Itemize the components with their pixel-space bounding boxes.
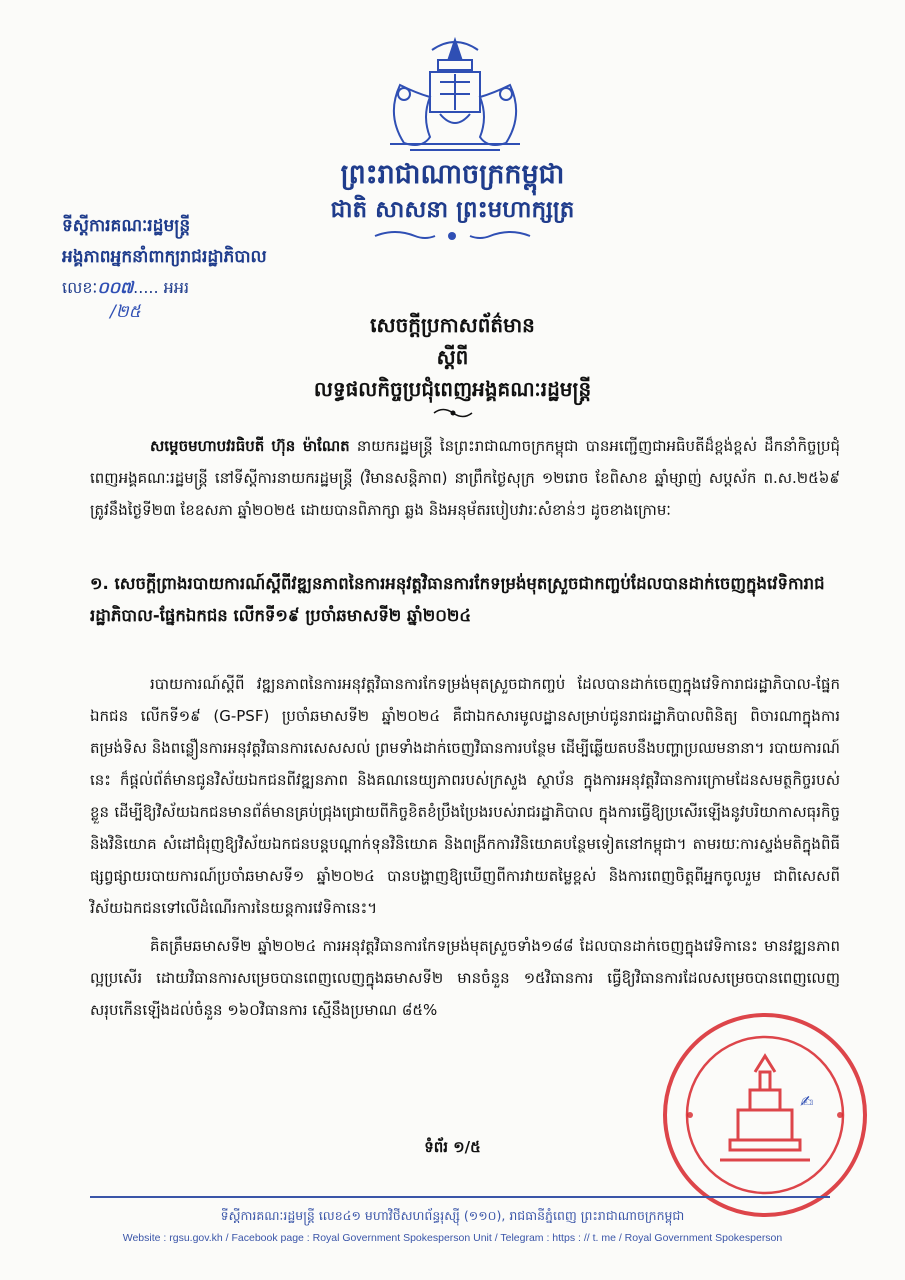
section-1-paragraph-1: របាយការណ៍ស្តីពី វឌ្ឍនភាពនៃការអនុវត្តវិធានការកែទម្រង់មុតស្រួចជាកញ្ចប់ ដែលបានដាក់ចេញក្នុងវេទិការាជរដ្ឋាភិបាល-ផ្នែកឯកជន លើកទី១៩ (G-PSF) ប្រចាំឆមាសទី២ ឆ្នាំ២០២៤ គឺជាឯកសារមូលដ្ឋានសម្រាប់ជូនរាជរដ្ឋាភិបាលពិនិត្យ ពិចារណាក្នុងការតម្រង់ទិស និងពន្លឿនការអនុវត្តវិធានការសេសសល់ ព្រមទាំងដាក់ចេញវិធានការបន្ថែម ដើម្បីឆ្លើយតបនឹងបញ្ហាប្រឈមនានា។ របាយការណ៍នេះ ក៏ផ្តល់ព័ត៌មានជូនវិស័យឯកជនពីវឌ្ឍនភាព និងគណនេយ្យភាពរបស់ក្រសួង ស្ថាប័ន ក្នុងការអនុវត្តវិធានការក្រោមដែនសមត្ថកិច្ចរបស់ខ្លួន ដើម្បីឱ្យវិស័យឯកជនមានព័ត៌មានគ្រប់ជ្រុងជ្រោយពីកិច្ចខិតខំប្រឹងប្រែងរបស់រាជរដ្ឋាភិបាល ក្នុងការធ្វើឱ្យប្រសើរឡើងនូវបរិយាកាសធុរកិច្ចនិងវិនិយោគ សំដៅជំរុញឱ្យវិស័យឯកជនបន្តបណ្តាក់ទុនវិនិយោគ និងពង្រីកការវិនិយោគបន្ថែមទៀតនៅកម្ពុជា។ តាមរយៈការស្ទង់មតិក្នុងពិធីផ្សព្វផ្សាយរបាយការណ៍ប្រចាំឆមាសទី១ ឆ្នាំ២០២៤ បានបង្ហាញឱ្យឃើញពីការវាយតម្លៃខ្ពស់ និងការពេញចិត្តពីអ្នកចូលរួម ជាពិសេសពីវិស័យឯកជនទៅលើដំណើរការនៃយន្តការវេទិកានេះ។ xyxy=(90,675,840,917)
intro-paragraph xyxy=(90,430,840,526)
header-ornament-icon xyxy=(370,228,535,244)
national-motto: ជាតិ សាសនា ព្រះមហាក្សត្រ xyxy=(330,197,575,223)
prime-minister-name: ហ៊ុន ម៉ាណែត xyxy=(271,437,350,455)
unit-name: អង្គភាពអ្នកនាំពាក្យរាជរដ្ឋាភិបាល xyxy=(62,247,267,267)
reference-number-handwritten: ០០៧ xyxy=(97,278,134,297)
reference-code-handwritten: /២៥ xyxy=(110,302,141,322)
official-stamp-icon xyxy=(660,1010,870,1220)
footer-address: ទីស្តីការគណៈរដ្ឋមន្ត្រី លេខ៤១ មហាវិថីសហព័ន្ធរុស្ស៊ី (១១០), រាជធានីភ្នំពេញ ព្រះរាជាណាចក្រកម្ពុជា xyxy=(220,1208,685,1223)
section-1-heading: ១. សេចក្តីព្រាងរបាយការណ៍ស្តីពីវឌ្ឍនភាពនៃការអនុវត្តវិធានការកែទម្រង់មុតស្រួចជាកញ្ចប់ដែលបានដាក់ចេញក្នុងវេទិការាជរដ្ឋាភិបាល-ផ្នែកឯកជន លើកទី១៩ ប្រចាំឆមាសទី២ ឆ្នាំ២០២៤ xyxy=(90,574,825,625)
reference-suffix: ..... អអរ xyxy=(133,278,190,297)
document-subject: លទ្ធផលកិច្ចប្រជុំពេញអង្គគណៈរដ្ឋមន្ត្រី xyxy=(313,377,592,401)
document-title: សេចក្តីប្រកាសព័ត៌មាន xyxy=(370,313,535,337)
title-ornament-icon xyxy=(432,406,474,420)
royal-coat-of-arms-icon xyxy=(370,30,540,160)
section-1-paragraph-2: គិតត្រឹមឆមាសទី២ ឆ្នាំ២០២៤ ការអនុវត្តវិធានការកែទម្រង់មុតស្រួចទាំង១៨៨ ដែលបានដាក់ចេញក្នុងវេទិកានេះ មានវឌ្ឍនភាពល្អប្រសើរ ដោយវិធានការសម្រេចបានពេញលេញក្នុងឆមាសទី២ មានចំនួន ១៥វិធានការ ធ្វើឱ្យវិធានការដែលសម្រេចបានពេញលេញ សរុបកើនឡើងដល់ចំនួន ១៦០វិធានការ ស្មើនឹងប្រមាណ ៨៥% xyxy=(90,937,840,1019)
signature-mark: ✍ xyxy=(800,1092,814,1111)
document-title-about: ស្តីពី xyxy=(436,345,469,369)
intro-text: នាយករដ្ឋមន្ត្រី នៃព្រះរាជាណាចក្រកម្ពុជា បានអញ្ជើញជាអធិបតីដ៏ខ្ពង់ខ្ពស់ ដឹកនាំកិច្ចប្រជុំពេញអង្គគណៈរដ្ឋមន្ត្រី នៅទីស្តីការនាយករដ្ឋមន្ត្រី (វិមានសន្តិភាព) នាព្រឹកថ្ងៃសុក្រ ១២រោច ខែពិសាខ ឆ្នាំម្សាញ់ សប្តស័ក ព.ស.២៥៦៩ ត្រូវនឹងថ្ងៃទី២៣ ខែឧសភា ឆ្នាំ២០២៥ ដោយបានពិភាក្សា ឆ្លង និងអនុម័តរបៀបវារៈសំខាន់ៗ ដូចខាងក្រោមៈ xyxy=(90,437,840,519)
kingdom-heading: ព្រះរាជាណាចក្រកម្ពុជា xyxy=(340,159,565,190)
footer-contacts: Website : rgsu.gov.kh / Facebook page : Royal Government Spokesperson Unit / Telegram : https : // t. me / Royal Government Spokesperson xyxy=(122,1232,783,1244)
footer-divider xyxy=(90,1196,830,1198)
reference-label: លេខៈ xyxy=(62,278,98,297)
office-name: ទីស្តីការគណៈរដ្ឋមន្ត្រី xyxy=(62,216,191,236)
page-number: ទំព័រ ១/៥ xyxy=(424,1138,481,1156)
reference-number xyxy=(62,277,190,322)
intro-lead: សម្តេចមហាបវរធិបតី xyxy=(150,437,265,455)
